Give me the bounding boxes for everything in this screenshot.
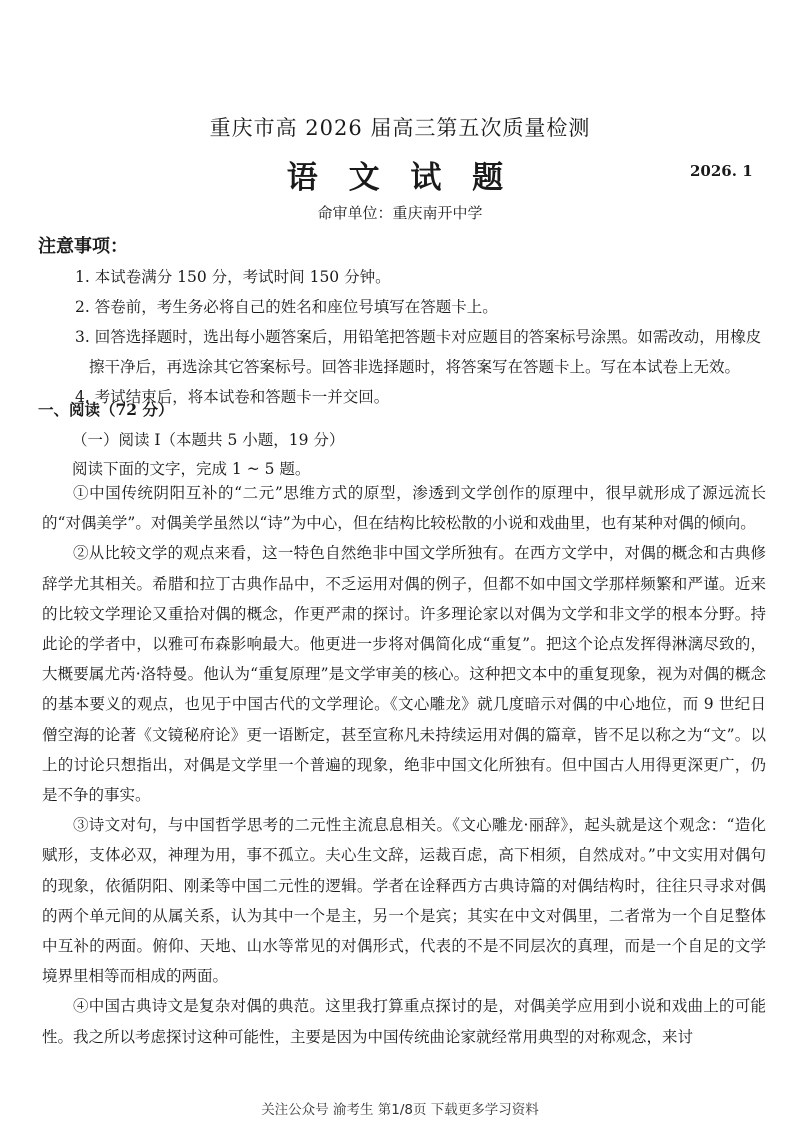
notice-item: 3. 回答选择题时，选出每小题答案后，用铅笔把答题卡对应题目的答案标号涂黑。如需改动，用橡皮擦干净后，再选涂其它答案标号。回答非选择题时，将答案写在答题卡上。写在本试卷上无效。 [75,328,762,376]
exam-title: 重庆市高 2026 届高三第五次质量检测 [209,116,591,140]
notice-list [75,262,775,412]
passage-paragraph: ①中国传统阴阳互补的“二元”思维方式的原型，渗透到文学创作的原理中，很早就形成了源远流长的“对偶美学”。对偶美学虽然以“诗”为中心，但在结构比较松散的小说和戏曲里，也有某种对偶的倾向。 [42,484,766,533]
subject-title: 语 文 试 题 [286,160,514,196]
setting-unit: 命审单位：重庆南开中学 [317,204,483,222]
passage-paragraph: ②从比较文学的观点来看，这一特色自然绝非中国文学所独有。在西方文学中，对偶的概念和古典修辞学尤其相关。希腊和拉丁古典作品中，不乏运用对偶的例子，但都不如中国文学那样频繁和严谨。近来的比较文学理论又重拾对偶的概念，作更严肃的探讨。许多理论家以对偶为文学和非文学的根本分野。持此论的学者中，以雅可布森影响最大。他更进一步将对偶简化成“重复”。把这个论点发挥得淋漓尽致的，大概要属尤芮·洛特曼。他认为“重复原理”是文学审美的核心。这种把文本中的重复现象，视为对偶的概念的基本要义的观点，也见于中国古代的文学理论。《文心雕龙》就几度暗示对偶的中心地位，而 9 世纪日僧空海的论著《文镜秘府论》更一语断定，甚至宣称凡未持续运用对偶的篇章，皆不足以称之为“文”。以上的讨论只想指出，对偶是文学里一个普遍的现象，绝非中国文化所独有。但中国古人用得更深更广，仍是不争的事实。 [42,544,766,805]
notice-item: 4. 考试结束后，将本试卷和答题卡一并交回。 [75,388,390,406]
sub-section-heading: （一）阅读 Ⅰ（本题共 5 小题，19 分） [72,431,345,449]
notice-item: 1. 本试卷满分 150 分，考试时间 150 分钟。 [75,268,391,286]
notice-heading: 注意事项： [38,236,128,257]
notice-item: 2. 答卷前，考生务必将自己的姓名和座位号填写在答题卡上。 [75,298,498,316]
reading-instruction: 阅读下面的文字，完成 1 ~ 5 题。 [72,460,311,478]
section-heading: 一、阅读（72 分） [38,400,174,419]
passage-paragraph: ③诗文对句，与中国哲学思考的二元性主流息息相关。《文心雕龙·丽辞》，起头就是这个观念：“造化赋形，支体必双，神理为用，事不孤立。夫心生文辞，运裁百虑，高下相须，自然成对。”中文实用对偶句的现象，依循阴阳、刚柔等中国二元性的逻辑。学者在诠释西方古典诗篇的对偶结构时，往往只寻求对偶的两个单元间的从属关系，认为其中一个是主，另一个是宾；其实在中文对偶里，二者常为一个自足整体中互补的两面。俯仰、天地、山水等常见的对偶形式，代表的不是不同层次的真理，而是一个自足的文学境界里相等而相成的两面。 [42,816,766,986]
page-footer: 关注公众号 渝考生 第1/8页 下载更多学习资料 [261,1102,539,1118]
passage-paragraph: ④中国古典诗文是复杂对偶的典范。这里我打算重点探讨的是，对偶美学应用到小说和戏曲上的可能性。我之所以考虑探讨这种可能性，主要是因为中国传统曲论家就经常用典型的对称观念，来讨 [42,997,766,1046]
reading-passage [42,478,766,1052]
exam-date: 2026. 1 [690,162,753,180]
